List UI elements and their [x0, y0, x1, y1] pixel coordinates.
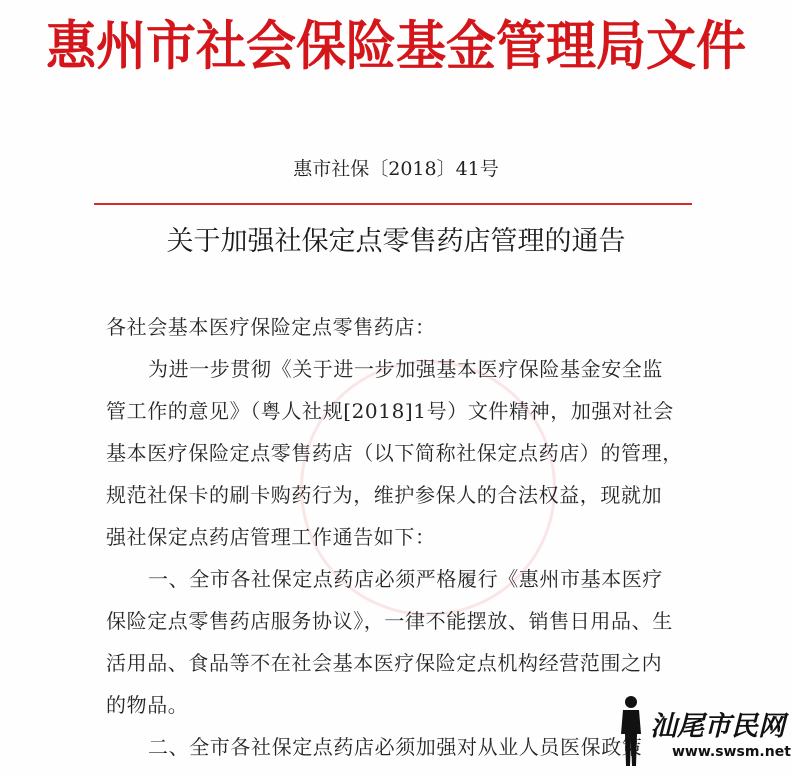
issuer-header-title: 惠州市社会保险基金管理局文件 — [46, 14, 746, 77]
site-watermark — [616, 694, 791, 768]
paragraph-line: 管工作的意见》（粤人社规[2018]1号）文件精神，加强对社会 — [106, 399, 674, 423]
paragraph-item-one — [106, 558, 696, 726]
person-silhouette-icon — [618, 694, 644, 768]
paragraph-intro — [106, 348, 696, 558]
paragraph-line: 的物品。 — [106, 693, 189, 717]
red-divider-line — [94, 203, 692, 205]
paragraph-line: 活用品、食品等不在社会基本医疗保险定点机构经营范围之内 — [106, 651, 663, 675]
paragraph-line: 为进一步贯彻《关于进一步加强基本医疗保险基金安全监 — [148, 357, 663, 381]
salutation — [106, 306, 696, 348]
notice-title: 关于加强社保定点零售药店管理的通告 — [166, 226, 626, 257]
paragraph-item-two — [106, 726, 696, 768]
document-number: 惠市社保〔2018〕41号 — [293, 158, 499, 180]
watermark-site-name: 汕尾市民网 — [650, 711, 785, 742]
watermark-url: www.swsm.net — [672, 744, 791, 760]
paragraph-line: 强社保定点药店管理工作通告如下： — [106, 525, 436, 549]
paragraph-line: 规范社保卡的刷卡购药行为，维护参保人的合法权益，现就加 — [106, 483, 663, 507]
paragraph-line: 保险定点零售药店服务协议》，一律不能摆放、销售日用品、生 — [106, 609, 673, 633]
salutation-text: 各社会基本医疗保险定点零售药店： — [106, 315, 436, 339]
paragraph-line: 二、全市各社保定点药店必须加强对从业人员医保政策 — [148, 735, 643, 759]
paragraph-line: 基本医疗保险定点零售药店（以下简称社保定点药店）的管理， — [106, 441, 683, 465]
paragraph-line: 一、全市各社保定点药店必须严格履行《惠州市基本医疗 — [148, 567, 663, 591]
